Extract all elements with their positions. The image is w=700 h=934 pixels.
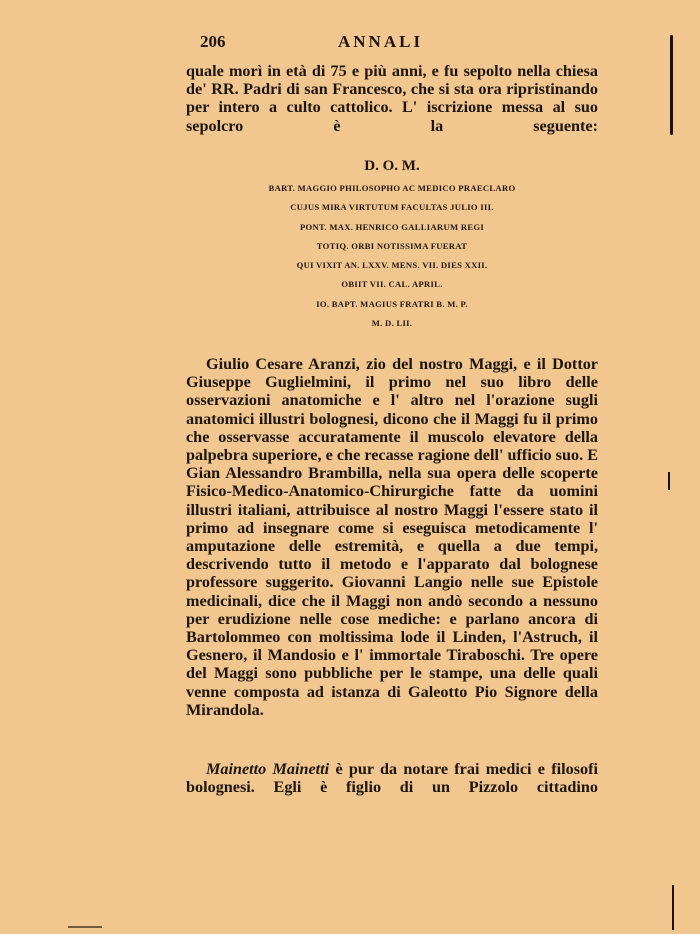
margin-ink-mark	[670, 35, 673, 135]
paragraph-maggi-praise: Giulio Cesare Aranzi, zio del nostro Maggi, e il Dottor Giuseppe Guglielmini, il primo nel suo libro delle osservazioni anatomiche e l' altro nel l'orazione sugli anatomici illustri bolognesi, dicono che il Maggi fu il primo che osservasse accuratamente il muscolo elevatore della palpebra superiore, e che recasse ragione dell' ufficio suo. E Gian Alessandro Brambilla, nella sua opera delle scoperte Fisico-Medico-Anatomico-Chirurgiche fatte da uomini illustri italiani, attribuisce al nostro Maggi l'essere stato il primo ad insegnare come si eseguisca metodicamente l' amputazione delle estremità, e quella a due tempi, descrivendo tutto il metodo e l'apparato dal bolognese professore suggerito. Giovanni Langio nelle sue Epistole medicinali, dice che il Maggi non andò secondo a nessuno per erudizione nelle cose mediche: e parlano ancora di Bartolommeo con moltissima lode il Linden, l'Astruch, il Gesnero, il Mandosio e l' immortale Tiraboschi. Tre opere del Maggi sono pubbliche per le stampe, una delle quali venne composta ad istanza di Galeotto Pio Signore della Mirandola.	[186, 355, 598, 719]
inscription-line: M. D. LII.	[371, 318, 413, 329]
paragraph-intro: quale morì in età di 75 e più anni, e fu sepolto nella chiesa de' RR. Padri di san Francesco, che si sta ora ripristinando per intero a culto cattolico. L' iscrizione messa al suo sepolcro è la seguente:	[186, 62, 598, 135]
inscription-line: TOTIQ. ORBI NOTISSIMA FUERAT	[316, 240, 468, 251]
epitaph-inscription	[186, 156, 598, 333]
inscription-line: OBIIT VII. CAL. APRIL.	[341, 279, 443, 290]
inscription-line: CUJUS MIRA VIRTUTUM FACULTAS JULIO III.	[290, 202, 494, 213]
page-header	[200, 32, 460, 56]
inscription-line: PONT. MAX. HENRICO GALLIARUM REGI	[299, 221, 484, 232]
inscription-line: BART. MAGGIO PHILOSOPHO AC MEDICO PRAECLARO	[268, 183, 516, 193]
person-name-italic: Mainetto Mainetti	[206, 760, 330, 778]
paragraph-mainetti	[186, 760, 598, 796]
corner-scan-mark	[68, 926, 102, 928]
paragraph-mainetti-text: è pur da notare frai medici e filosofi bolognesi. Egli è figlio di un Pizzolo cittadino	[186, 760, 598, 797]
margin-ink-mark	[672, 885, 674, 930]
inscription-line: IO. BAPT. MAGIUS FRATRI B. M. P.	[316, 298, 468, 309]
inscription-title: D. O. M.	[364, 158, 420, 174]
page-number: 206	[200, 32, 226, 51]
margin-ink-mark	[668, 472, 670, 490]
inscription-line: QUI VIXIT AN. LXXV. MENS. VII. DIES XXII.	[296, 260, 488, 271]
running-head: ANNALI	[338, 32, 424, 51]
